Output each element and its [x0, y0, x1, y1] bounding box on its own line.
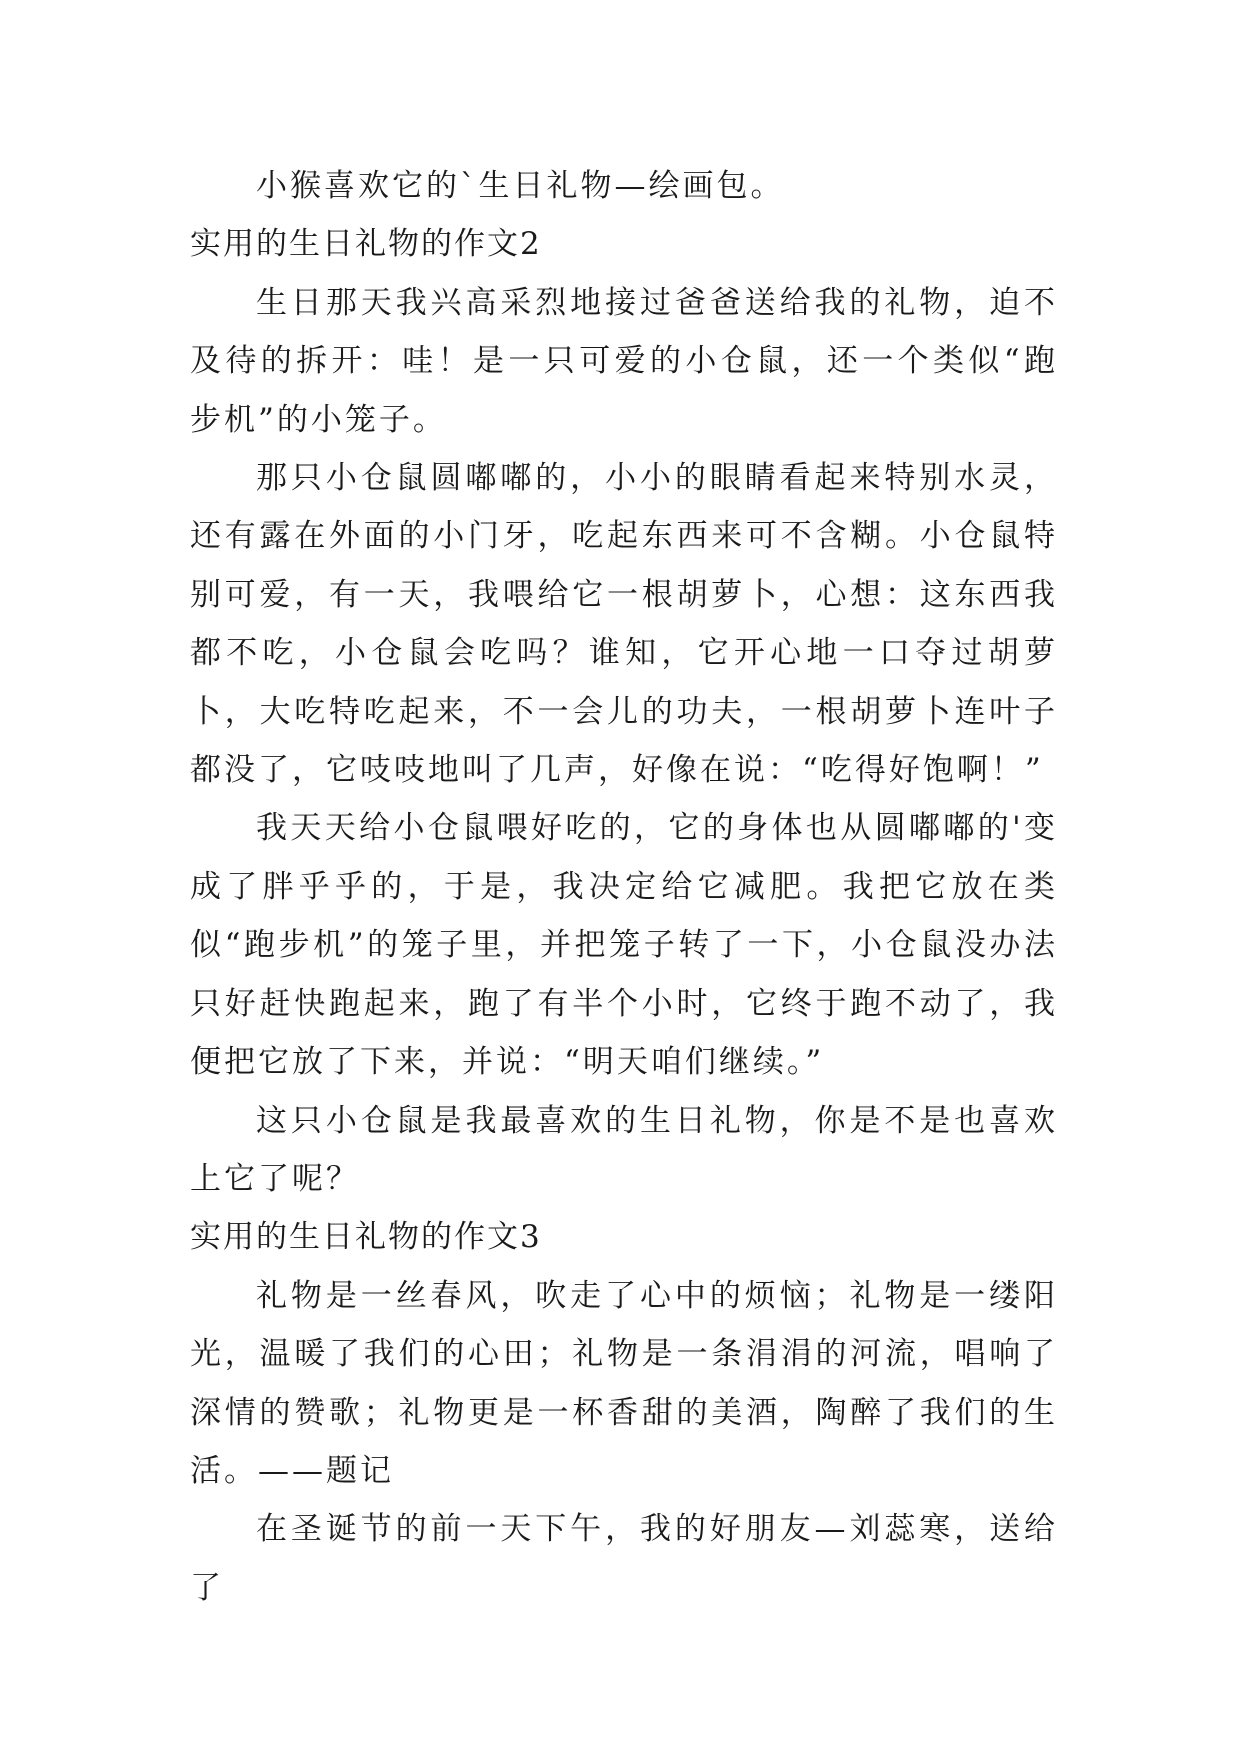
paragraph-birthday-unwrap: 生日那天我兴高采烈地接过爸爸送给我的礼物，迫不及待的拆开：哇！是一只可爱的小仓鼠，还一个类似“跑步机”的小笼子。	[190, 284, 1058, 438]
essay-heading-3: 实用的生日礼物的作文3	[190, 1219, 542, 1256]
essay-heading-2: 实用的生日礼物的作文2	[190, 226, 542, 263]
paragraph-epigraph: 礼物是一丝春风，吹走了心中的烦恼；礼物是一缕阳光，温暖了我们的心田；礼物是一条涓涓的河流，唱响了深情的赞歌；礼物更是一杯香甜的美酒，陶醉了我们的生活。——题记	[190, 1277, 1058, 1489]
paragraph-hamster-description: 那只小仓鼠圆嘟嘟的，小小的眼睛看起来特别水灵，还有露在外面的小门牙，吃起东西来可不含糊。小仓鼠特别可爱，有一天，我喂给它一根胡萝卜，心想：这东西我都不吃，小仓鼠会吃吗？谁知，它开心地一口夺过胡萝卜，大吃特吃起来，不一会儿的功夫，一根胡萝卜连叶子都没了，它吱吱地叫了几声，好像在说：“吃得好饱啊！”	[190, 460, 1058, 789]
document-body	[190, 157, 1058, 1617]
paragraph-christmas-eve: 在圣诞节的前一天下午，我的好朋友—刘蕊寒，送给了	[190, 1511, 1058, 1606]
paragraph-hamster-diet: 我天天给小仓鼠喂好吃的，它的身体也从圆嘟嘟的'变成了胖乎乎的，于是，我决定给它减肥。我把它放在类似“跑步机”的笼子里，并把笼子转了一下，小仓鼠没办法只好赶快跑起来，跑了有半个小时，它终于跑不动了，我便把它放了下来，并说：“明天咱们继续。”	[190, 810, 1058, 1081]
paragraph-gift-drawing-bag: 小猴喜欢它的`生日礼物—绘画包。	[256, 168, 785, 204]
paragraph-favorite-gift: 这只小仓鼠是我最喜欢的生日礼物，你是不是也喜欢上它了呢？	[190, 1102, 1058, 1197]
